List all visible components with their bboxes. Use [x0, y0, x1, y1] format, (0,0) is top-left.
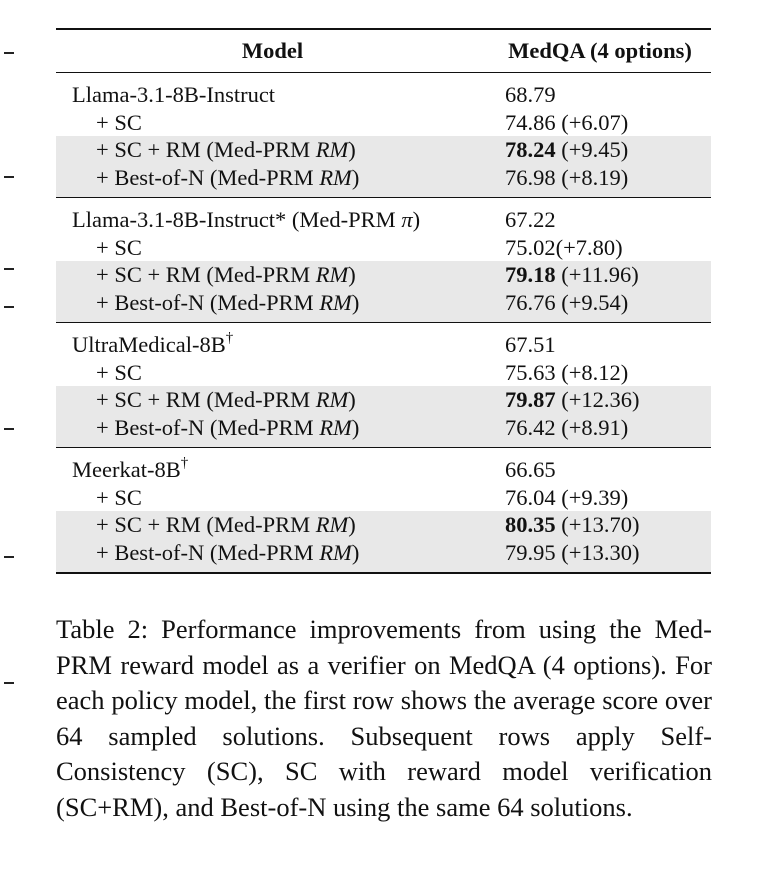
score-cell: [489, 198, 711, 234]
margin-dash: [4, 428, 14, 430]
model-name-cell: + SC + RM (Med-PRM RM): [56, 386, 489, 414]
table-row: [56, 164, 711, 198]
score-value: 76.98: [505, 164, 556, 190]
model-name-cell: [56, 73, 489, 109]
model-group: [56, 448, 711, 574]
table-row: [56, 136, 711, 164]
margin-dash: [4, 268, 14, 270]
score-value: 76.04: [505, 484, 556, 510]
model-name: + SC + RM (Med-PRM: [96, 137, 316, 162]
model-group: [56, 198, 711, 323]
score-delta: (+8.12): [555, 359, 629, 385]
model-name: + SC: [96, 234, 142, 260]
score-cell: [489, 164, 711, 198]
model-name-cell: [56, 484, 489, 512]
model-name: Meerkat-8B: [72, 457, 181, 482]
table-header-row: [56, 29, 711, 73]
score-value: 75.02: [505, 234, 556, 260]
table-row: [56, 73, 711, 109]
table-row: [56, 448, 711, 484]
model-group: [56, 73, 711, 198]
model-name-cell: + Best-of-N (Med-PRM RM): [56, 164, 489, 198]
math-symbol: RM: [315, 137, 349, 162]
model-name-cell: Llama-3.1-8B-Instruct* (Med-PRM π): [72, 207, 421, 232]
table-row: [56, 198, 711, 234]
math-symbol: RM: [319, 414, 352, 440]
model-name-cell: [56, 234, 489, 262]
score-value: 66.65: [505, 457, 556, 482]
score-cell: [489, 234, 711, 262]
table-row: [56, 234, 711, 262]
model-name: + SC: [96, 109, 142, 135]
score-value: 74.86: [505, 109, 556, 135]
model-name-cell: [56, 359, 489, 387]
results-table-container: [56, 28, 711, 574]
table-row: [56, 386, 711, 414]
table-caption: Table 2: Performance improvements from using the Med-PRM reward model as a verifier on MedQA (4 options). For each policy model, the first row shows the average score over 64 sampled solutions. Subsequent rows apply Self-Consistency (SC), SC with reward model verification (SC+RM), and Best-of-N using the same 64 solutions.: [56, 614, 712, 822]
score-delta: (+12.36): [555, 387, 640, 412]
math-symbol: RM: [315, 387, 349, 412]
margin-dash: [4, 682, 14, 684]
model-name: + SC: [96, 359, 142, 385]
dagger-mark: †: [225, 329, 234, 346]
score-delta: (+9.39): [555, 484, 629, 510]
score-cell: [489, 448, 711, 484]
model-name-cell: + Best-of-N (Med-PRM RM): [56, 414, 489, 448]
best-score-value: 79.87: [505, 387, 556, 412]
score-delta: (+9.45): [555, 137, 629, 162]
best-score-value: 79.18: [505, 262, 556, 287]
score-delta: (+8.91): [555, 414, 629, 440]
dagger-mark: †: [180, 454, 189, 471]
model-name-cell: + SC + RM (Med-PRM RM): [56, 136, 489, 164]
score-cell: [489, 511, 711, 539]
model-name: Llama-3.1-8B-Instruct: [72, 82, 276, 107]
model-name: + SC: [96, 484, 142, 510]
model-name: + SC + RM (Med-PRM: [96, 262, 316, 287]
score-cell: [489, 289, 711, 323]
results-table: [56, 28, 711, 574]
score-value: 67.51: [505, 332, 556, 357]
table-row: [56, 359, 711, 387]
math-symbol: RM: [319, 289, 352, 315]
math-symbol: π: [401, 207, 413, 232]
model-group: [56, 323, 711, 448]
model-name: + Best-of-N (Med-PRM: [96, 289, 320, 315]
model-name: + Best-of-N (Med-PRM: [96, 414, 320, 440]
math-symbol: RM: [319, 539, 352, 565]
score-cell: [489, 359, 711, 387]
table-row: [56, 109, 711, 137]
table-row: [56, 414, 711, 448]
model-name-cell: + Best-of-N (Med-PRM RM): [56, 539, 489, 574]
model-name: + Best-of-N (Med-PRM: [96, 539, 320, 565]
score-cell: [489, 73, 711, 109]
header-model: Model: [241, 38, 304, 64]
table-row: [56, 539, 711, 574]
model-name: UltraMedical-8B: [72, 332, 226, 357]
score-cell: [489, 386, 711, 414]
table-row: [56, 511, 711, 539]
score-delta: (+9.54): [555, 289, 629, 315]
model-name: Llama-3.1-8B-Instruct* (Med-PRM: [72, 207, 402, 232]
score-cell: [489, 261, 711, 289]
model-name-cell: [56, 323, 489, 359]
table-row: [56, 323, 711, 359]
model-name: + SC + RM (Med-PRM: [96, 387, 316, 412]
model-name-cell: [56, 448, 489, 484]
score-value: 67.22: [505, 207, 556, 232]
best-score-value: 78.24: [505, 137, 556, 162]
margin-dash: [4, 52, 14, 54]
score-cell: [489, 109, 711, 137]
adjacent-column-fragments: [0, 0, 16, 892]
score-cell: [489, 414, 711, 448]
score-cell: [489, 484, 711, 512]
score-value: 76.42: [505, 414, 556, 440]
math-symbol: RM: [315, 512, 349, 537]
math-symbol: RM: [315, 262, 349, 287]
score-delta: (+11.96): [555, 262, 639, 287]
header-medqa: MedQA (4 options): [508, 38, 692, 64]
score-cell: [489, 136, 711, 164]
score-value: 79.95: [505, 539, 556, 565]
best-score-value: 80.35: [505, 512, 556, 537]
score-cell: [489, 323, 711, 359]
model-name: + SC + RM (Med-PRM: [96, 512, 316, 537]
margin-dash: [4, 176, 14, 178]
model-name-cell: [56, 109, 489, 137]
score-value: 76.76: [505, 289, 556, 315]
margin-dash: [4, 306, 14, 308]
score-delta: (+8.19): [555, 164, 629, 190]
table-row: [56, 289, 711, 323]
score-value: 68.79: [505, 82, 556, 107]
model-name-cell: + Best-of-N (Med-PRM RM): [56, 289, 489, 323]
model-name: + Best-of-N (Med-PRM: [96, 164, 320, 190]
table-row: [56, 484, 711, 512]
score-delta: (+13.70): [555, 512, 640, 537]
margin-dash: [4, 556, 14, 558]
score-cell: [489, 539, 711, 574]
score-delta: (+13.30): [555, 539, 640, 565]
score-delta: (+7.80): [555, 234, 623, 260]
model-name-cell: + SC + RM (Med-PRM RM): [56, 261, 489, 289]
table-row: [56, 261, 711, 289]
score-delta: (+6.07): [555, 109, 629, 135]
score-value: 75.63: [505, 359, 556, 385]
math-symbol: RM: [319, 164, 352, 190]
model-name-cell: + SC + RM (Med-PRM RM): [56, 511, 489, 539]
